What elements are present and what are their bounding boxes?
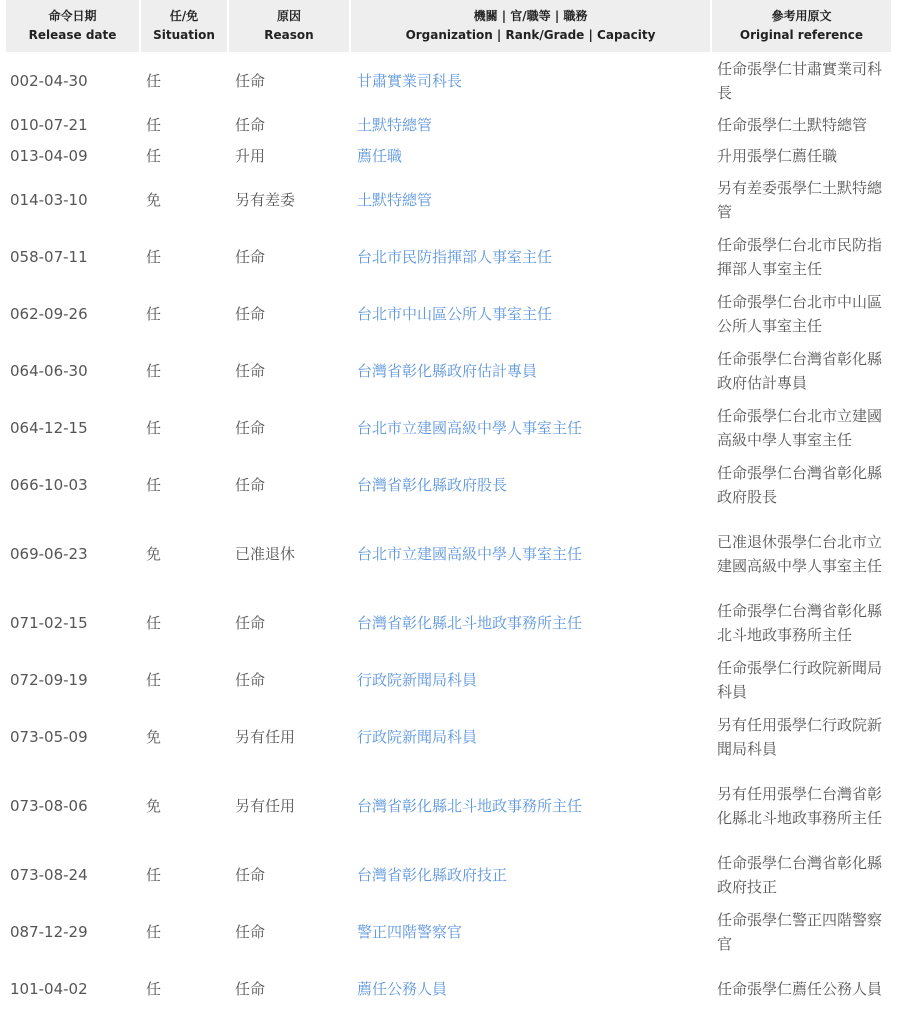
original-reference-cell: 任命張學仁薦任公務人員 <box>717 979 883 998</box>
situation-cell: 任 <box>146 361 162 380</box>
table-row <box>6 109 891 140</box>
table-row <box>6 228 891 285</box>
release-date-cell: 087-12-29 <box>10 922 88 941</box>
organization-link[interactable]: 土默特總管 <box>357 190 433 209</box>
header-organization-zh: 機關 | 官/職等 | 職務 <box>473 9 588 23</box>
organization-cell <box>351 456 712 513</box>
organization-cell <box>351 903 712 960</box>
situation-cell: 任 <box>146 146 162 165</box>
release-date-cell: 064-06-30 <box>10 361 88 380</box>
release-date-cell: 072-09-19 <box>10 670 88 689</box>
situation-cell: 免 <box>146 727 162 746</box>
organization-link[interactable]: 台灣省彰化縣政府估計專員 <box>357 361 538 380</box>
original-reference-cell: 任命張學仁台北市立建國高級中學人事室主任 <box>717 406 883 449</box>
table-body <box>6 52 891 1017</box>
situation-cell: 免 <box>146 190 162 209</box>
original-reference-cell: 任命張學仁台灣省彰化縣政府技正 <box>717 853 883 896</box>
organization-cell <box>351 140 712 171</box>
table-row <box>6 960 891 1017</box>
table-row <box>6 399 891 456</box>
table-header-row <box>6 0 891 52</box>
situation-cell: 任 <box>146 865 162 884</box>
release-date-cell: 069-06-23 <box>10 544 88 563</box>
header-organization <box>351 0 712 52</box>
release-date-cell: 064-12-15 <box>10 418 88 437</box>
reason-cell: 任命 <box>235 247 266 266</box>
table-row <box>6 765 891 846</box>
situation-cell: 免 <box>146 796 162 815</box>
organization-link[interactable]: 台北市立建國高級中學人事室主任 <box>357 418 583 437</box>
original-reference-cell: 任命張學仁土默特總管 <box>717 115 868 134</box>
header-situation-zh: 任/免 <box>169 9 199 23</box>
situation-cell: 免 <box>146 544 162 563</box>
original-reference-cell: 任命張學仁警正四階警察官 <box>717 910 883 953</box>
release-date-cell: 101-04-02 <box>10 979 88 998</box>
organization-cell <box>351 342 712 399</box>
situation-cell: 任 <box>146 71 162 90</box>
organization-link[interactable]: 甘肅實業司科長 <box>357 71 463 90</box>
header-release-date-en: Release date <box>28 28 117 42</box>
table-row <box>6 171 891 228</box>
original-reference-cell: 另有任用張學仁行政院新聞局科員 <box>717 715 883 758</box>
reason-cell: 升用 <box>235 146 266 165</box>
table-row <box>6 651 891 708</box>
original-reference-cell: 任命張學仁台北市中山區公所人事室主任 <box>717 292 883 335</box>
header-release-date <box>6 0 141 52</box>
reason-cell: 已准退休 <box>235 544 296 563</box>
situation-cell: 任 <box>146 247 162 266</box>
header-situation-en: Situation <box>153 28 215 42</box>
reason-cell: 任命 <box>235 115 266 134</box>
header-situation <box>141 0 229 52</box>
table-row <box>6 708 891 765</box>
reason-cell: 任命 <box>235 922 266 941</box>
organization-cell <box>351 171 712 228</box>
organization-link[interactable]: 台灣省彰化縣北斗地政事務所主任 <box>357 613 583 632</box>
organization-cell <box>351 513 712 594</box>
reason-cell: 另有差委 <box>235 190 296 209</box>
release-date-cell: 073-08-06 <box>10 796 88 815</box>
reason-cell: 任命 <box>235 475 266 494</box>
organization-link[interactable]: 台灣省彰化縣政府股長 <box>357 475 508 494</box>
organization-cell <box>351 846 712 903</box>
situation-cell: 任 <box>146 418 162 437</box>
table-row <box>6 342 891 399</box>
header-release-date-zh: 命令日期 <box>48 9 97 23</box>
original-reference-cell: 任命張學仁台北市民防指揮部人事室主任 <box>717 235 883 278</box>
header-reason <box>229 0 351 52</box>
situation-cell: 任 <box>146 115 162 134</box>
organization-cell <box>351 765 712 846</box>
table-row <box>6 594 891 651</box>
organization-link[interactable]: 行政院新聞局科員 <box>357 670 478 689</box>
original-reference-cell: 任命張學仁台灣省彰化縣政府股長 <box>717 463 883 506</box>
release-date-cell: 002-04-30 <box>10 71 88 90</box>
organization-link[interactable]: 台灣省彰化縣政府技正 <box>357 865 508 884</box>
release-date-cell: 010-07-21 <box>10 115 88 134</box>
header-original-reference-en: Original reference <box>739 28 864 42</box>
organization-link[interactable]: 薦任職 <box>357 146 403 165</box>
organization-link[interactable]: 台北市中山區公所人事室主任 <box>357 304 553 323</box>
release-date-cell: 058-07-11 <box>10 247 88 266</box>
organization-link[interactable]: 警正四階警察官 <box>357 922 463 941</box>
organization-link[interactable]: 台北市立建國高級中學人事室主任 <box>357 544 583 563</box>
situation-cell: 任 <box>146 613 162 632</box>
original-reference-cell: 任命張學仁台灣省彰化縣北斗地政事務所主任 <box>717 601 883 644</box>
original-reference-cell: 任命張學仁行政院新聞局科員 <box>717 658 883 701</box>
organization-cell <box>351 594 712 651</box>
table-row <box>6 513 891 594</box>
reason-cell: 任命 <box>235 361 266 380</box>
situation-cell: 任 <box>146 304 162 323</box>
organization-link[interactable]: 行政院新聞局科員 <box>357 727 478 746</box>
reason-cell: 任命 <box>235 304 266 323</box>
release-date-cell: 066-10-03 <box>10 475 88 494</box>
organization-cell <box>351 960 712 1017</box>
organization-cell <box>351 52 712 109</box>
table-row <box>6 903 891 960</box>
release-date-cell: 013-04-09 <box>10 146 88 165</box>
header-organization-en: Organization | Rank/Grade | Capacity <box>405 28 656 42</box>
header-original-reference-zh: 參考用原文 <box>771 9 832 23</box>
table-row <box>6 285 891 342</box>
header-original-reference <box>712 0 891 52</box>
original-reference-cell: 另有任用張學仁台灣省彰化縣北斗地政事務所主任 <box>717 784 883 827</box>
organization-link[interactable]: 薦任公務人員 <box>357 979 448 998</box>
organization-link[interactable]: 台灣省彰化縣北斗地政事務所主任 <box>357 796 583 815</box>
organization-cell <box>351 285 712 342</box>
organization-cell <box>351 228 712 285</box>
organization-cell <box>351 651 712 708</box>
organization-cell <box>351 399 712 456</box>
situation-cell: 任 <box>146 670 162 689</box>
reason-cell: 任命 <box>235 613 266 632</box>
release-date-cell: 062-09-26 <box>10 304 88 323</box>
release-date-cell: 014-03-10 <box>10 190 88 209</box>
situation-cell: 任 <box>146 979 162 998</box>
original-reference-cell: 已准退休張學仁台北市立建國高級中學人事室主任 <box>717 532 883 575</box>
reason-cell: 任命 <box>235 71 266 90</box>
table-row <box>6 52 891 109</box>
header-reason-zh: 原因 <box>276 9 301 23</box>
table-row <box>6 846 891 903</box>
original-reference-cell: 任命張學仁甘肅實業司科長 <box>717 59 883 102</box>
situation-cell: 任 <box>146 475 162 494</box>
original-reference-cell: 任命張學仁台灣省彰化縣政府估計專員 <box>717 349 883 392</box>
table-row <box>6 140 891 171</box>
original-reference-cell: 另有差委張學仁土默特總管 <box>717 178 883 221</box>
reason-cell: 任命 <box>235 979 266 998</box>
organization-cell <box>351 109 712 140</box>
appointment-records-table <box>6 0 891 1017</box>
situation-cell: 任 <box>146 922 162 941</box>
header-reason-en: Reason <box>264 28 314 42</box>
reason-cell: 任命 <box>235 418 266 437</box>
organization-link[interactable]: 土默特總管 <box>357 115 433 134</box>
original-reference-cell: 升用張學仁薦任職 <box>717 146 838 165</box>
reason-cell: 另有任用 <box>235 796 296 815</box>
release-date-cell: 071-02-15 <box>10 613 88 632</box>
organization-link[interactable]: 台北市民防指揮部人事室主任 <box>357 247 553 266</box>
release-date-cell: 073-08-24 <box>10 865 88 884</box>
reason-cell: 另有任用 <box>235 727 296 746</box>
table-row <box>6 456 891 513</box>
release-date-cell: 073-05-09 <box>10 727 88 746</box>
organization-cell <box>351 708 712 765</box>
reason-cell: 任命 <box>235 865 266 884</box>
reason-cell: 任命 <box>235 670 266 689</box>
